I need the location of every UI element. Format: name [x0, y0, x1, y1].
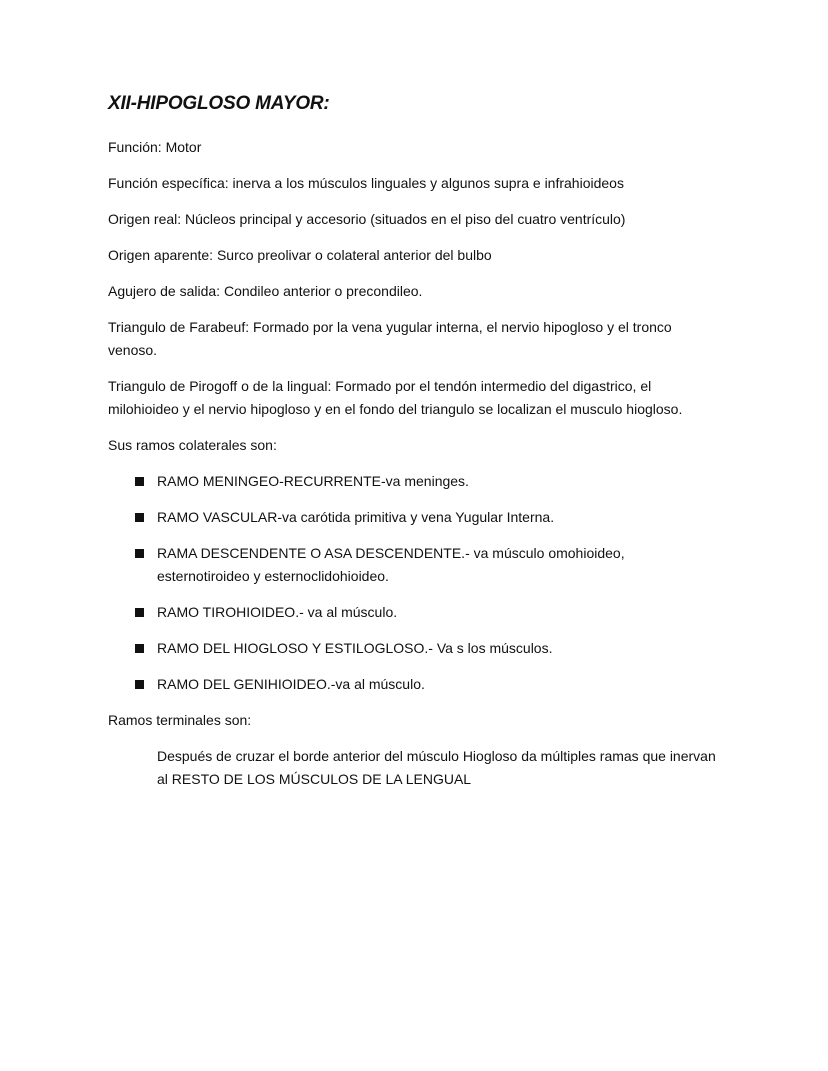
paragraph-agujero-salida: Agujero de salida: Condileo anterior o precondileo.	[108, 283, 423, 299]
square-bullet-icon	[135, 549, 144, 558]
paragraph-triangulo-pirogoff: Triangulo de Pirogoff o de la lingual: Formado por el tendón intermedio del digastrico, el milohioideo y el nervio hipogloso y en el fondo del triangulo se localizan el musculo hiogloso.	[108, 378, 683, 417]
paragraph-funcion-especifica: Función específica: inerva a los músculos linguales y algunos supra e infrahioideos	[108, 175, 624, 191]
list-item	[108, 470, 718, 493]
list-item-text: RAMO MENINGEO-RECURRENTE-va meninges.	[157, 473, 469, 489]
square-bullet-icon	[135, 644, 144, 653]
list-item-text: RAMO TIROHIOIDEO.- va al músculo.	[157, 604, 398, 620]
paragraph-ramos-colaterales-heading: Sus ramos colaterales son:	[108, 437, 277, 453]
list-item	[108, 542, 718, 588]
paragraph-funcion: Función: Motor	[108, 139, 202, 155]
paragraph-ramos-terminales-text: Después de cruzar el borde anterior del músculo Hiogloso da múltiples ramas que inervan al RESTO DE LOS MÚSCULOS DE LA LENGUAL	[157, 748, 716, 787]
square-bullet-icon	[135, 513, 144, 522]
square-bullet-icon	[135, 608, 144, 617]
list-item-text: RAMO DEL GENIHIOIDEO.-va al músculo.	[157, 676, 425, 692]
paragraph-triangulo-farabeuf: Triangulo de Farabeuf: Formado por la vena yugular interna, el nervio hipogloso y el tronco venoso.	[108, 319, 672, 358]
document-page	[108, 92, 718, 791]
list-item-text: RAMA DESCENDENTE O ASA DESCENDENTE.- va músculo omohioideo, esternotiroideo y esternoclidohioideo.	[157, 545, 625, 584]
paragraph-origen-aparente: Origen aparente: Surco preolivar o colateral anterior del bulbo	[108, 247, 492, 263]
list-item-text: RAMO DEL HIOGLOSO Y ESTILOGLOSO.- Va s los músculos.	[157, 640, 553, 656]
paragraph-ramos-terminales-heading: Ramos terminales son:	[108, 712, 252, 728]
list-item	[108, 506, 718, 529]
list-item	[108, 673, 718, 696]
square-bullet-icon	[135, 477, 144, 486]
list-item	[108, 637, 718, 660]
document-title: XII-HIPOGLOSO MAYOR:	[108, 93, 330, 114]
square-bullet-icon	[135, 680, 144, 689]
list-item	[108, 601, 718, 624]
paragraph-origen-real: Origen real: Núcleos principal y accesorio (situados en el piso del cuatro ventrículo)	[108, 211, 626, 227]
collateral-branches-list	[108, 470, 718, 696]
list-item-text: RAMO VASCULAR-va carótida primitiva y vena Yugular Interna.	[157, 509, 555, 525]
